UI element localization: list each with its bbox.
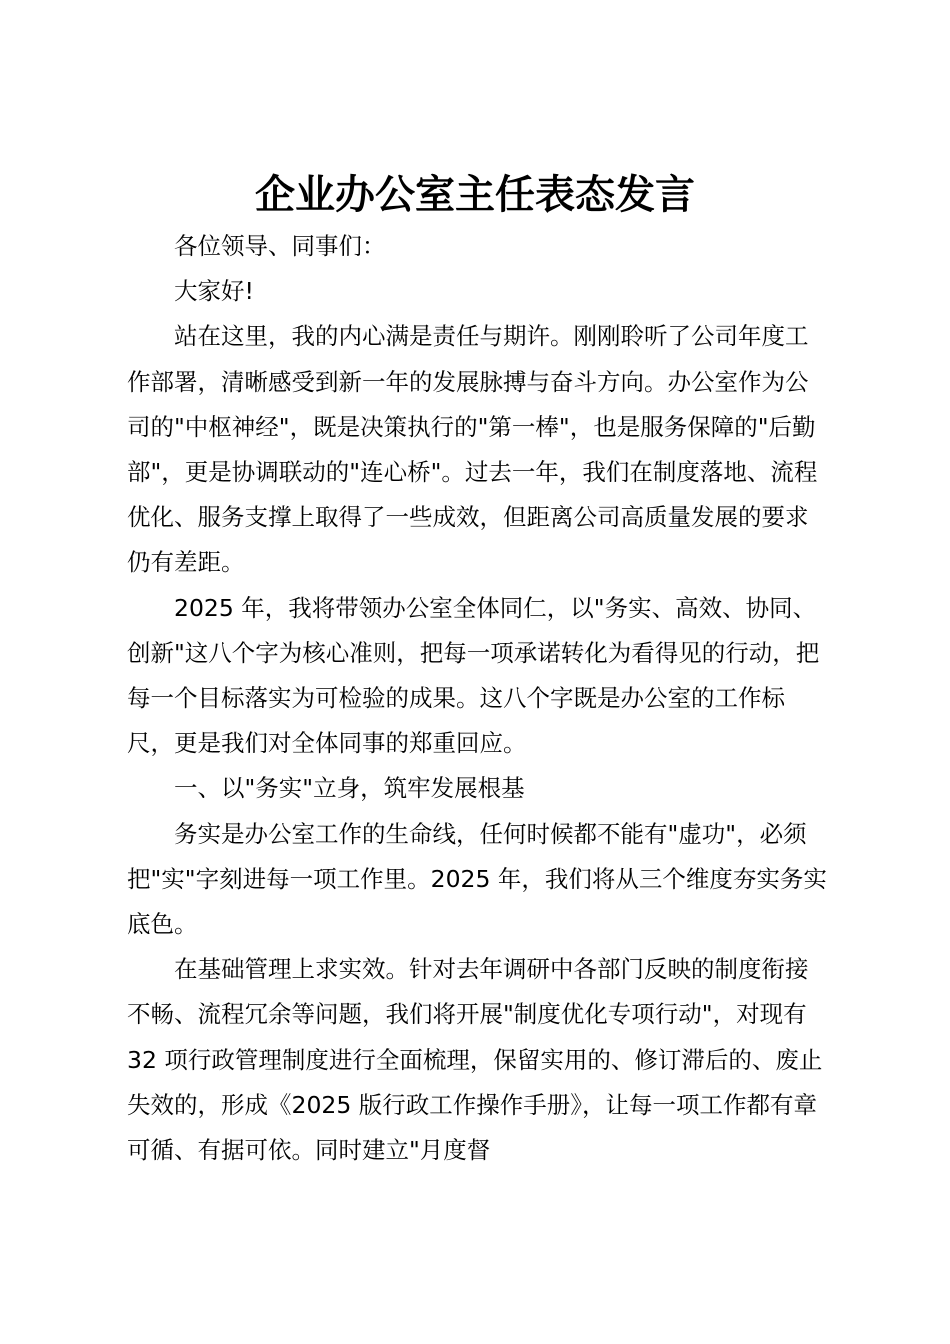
- document-title: 企业办公室主任表态发言: [255, 171, 695, 218]
- paragraph-intro: 站在这里，我的内心满是责任与期许。刚刚聆听了公司年度工作部署，清晰感受到新一年的发展脉搏与奋斗方向。办公室作为公司的"中枢神经"，既是决策执行的"第一棒"，也是服务保障的"后勤部"，更是协调联动的"连心桥"。过去一年，我们在制度落地、流程优化、服务支撑上取得了一些成效，但距离公司高质量发展的要求仍有差距。: [127, 322, 818, 577]
- salutation: 各位领导、同事们：: [174, 232, 386, 260]
- paragraph-basic-management: 在基础管理上求实效。针对去年调研中各部门反映的制度衔接不畅、流程冗余等问题，我们将开展"制度优化专项行动"，对现有 32 项行政管理制度进行全面梳理，保留实用的、修订滞后的、废止失效的，形成《2025 版行政工作操作手册》，让每一项工作都有章可循、有据可依。同时建立"月度督: [127, 955, 823, 1165]
- paragraph-2025-plan: 2025 年，我将带领办公室全体同仁，以"务实、高效、协同、创新"这八个字为核心准则，把每一项承诺转化为看得见的行动，把每一个目标落实为可检验的成果。这八个字既是办公室的工作标尺，更是我们对全体同事的郑重回应。: [127, 593, 820, 758]
- paragraph-pragmatic: 务实是办公室工作的生命线，任何时候都不能有"虚功"，必须把"实"字刻进每一项工作里。2025 年，我们将从三个维度夯实务实底色。: [127, 819, 827, 939]
- document-body: [127, 224, 829, 1173]
- section-heading-1: 一、以"务实"立身，筑牢发展根基: [174, 774, 525, 803]
- greeting: 大家好!: [174, 277, 254, 306]
